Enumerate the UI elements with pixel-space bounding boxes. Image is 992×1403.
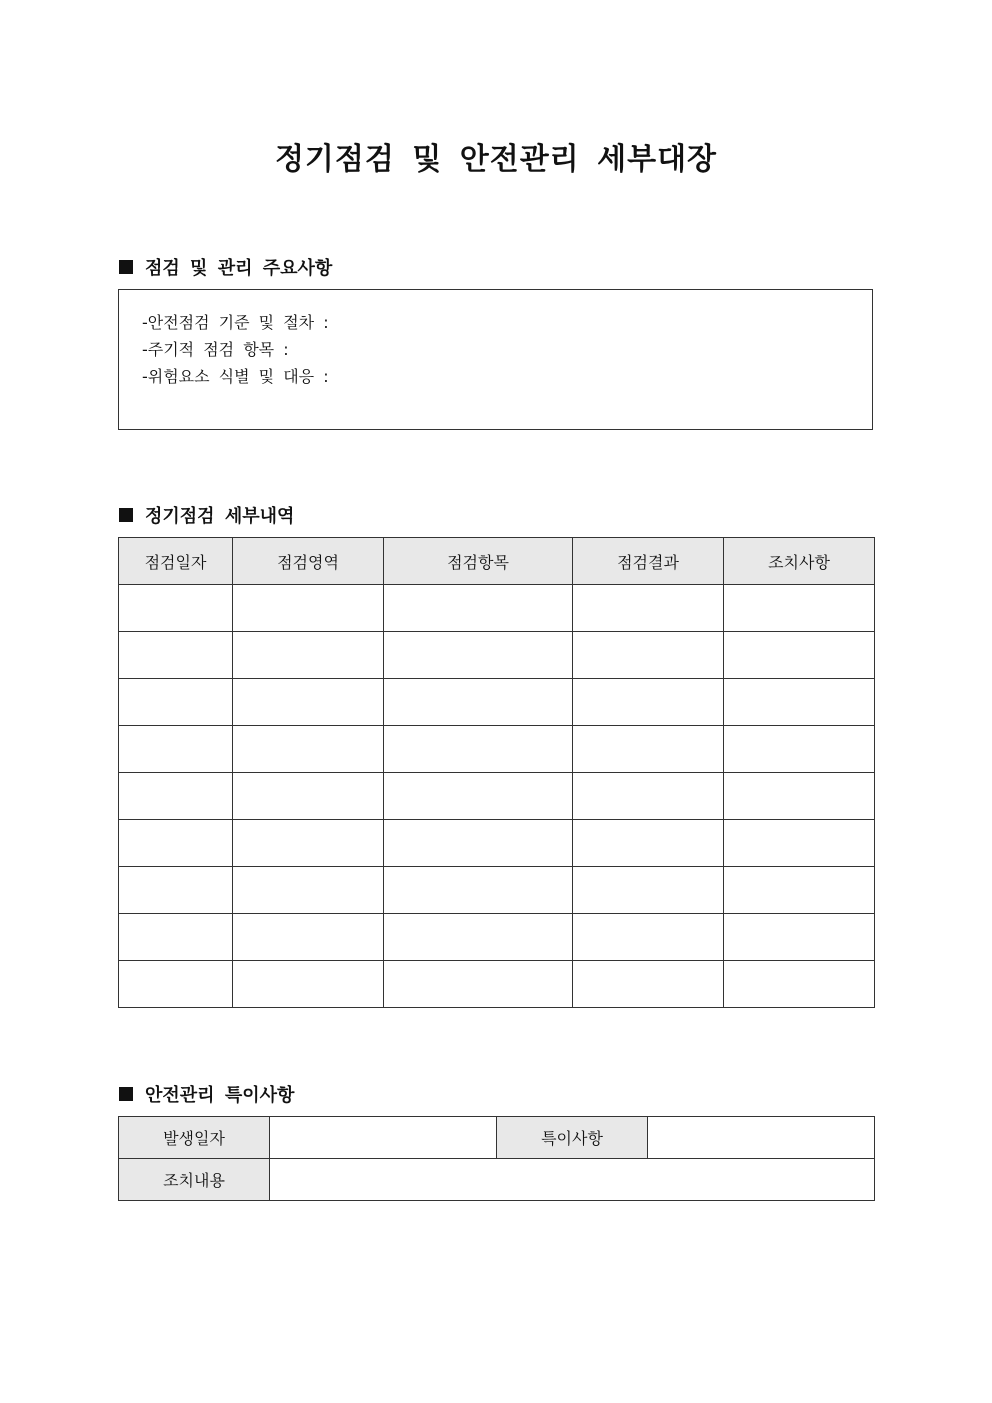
table-cell[interactable]: [119, 632, 233, 679]
table-cell[interactable]: [119, 961, 233, 1008]
table-cell[interactable]: [724, 726, 875, 773]
occurrence-date-label: 발생일자: [119, 1117, 270, 1159]
table-cell[interactable]: [573, 632, 724, 679]
action-details-field[interactable]: [270, 1159, 875, 1201]
table-cell[interactable]: [724, 961, 875, 1008]
table-cell[interactable]: [119, 914, 233, 961]
table-row: [119, 585, 875, 632]
table-row: [119, 961, 875, 1008]
table-cell[interactable]: [233, 820, 384, 867]
table-cell[interactable]: [233, 961, 384, 1008]
key-items-box: [118, 289, 873, 430]
table-cell[interactable]: [119, 679, 233, 726]
table-cell[interactable]: [573, 914, 724, 961]
table-cell[interactable]: [573, 820, 724, 867]
table-cell[interactable]: [724, 585, 875, 632]
table-cell[interactable]: [233, 585, 384, 632]
table-cell[interactable]: [384, 726, 573, 773]
note-line-risk-identification: -위험요소 식별 및 대응 :: [142, 367, 329, 386]
table-row: [119, 726, 875, 773]
column-header-result: 점검결과: [573, 538, 724, 585]
table-cell[interactable]: [233, 726, 384, 773]
table-cell[interactable]: [119, 867, 233, 914]
special-notes-field[interactable]: [648, 1117, 875, 1159]
table-cell[interactable]: [724, 914, 875, 961]
section-heading-label: 점검 및 관리 주요사항: [145, 258, 333, 279]
table-cell[interactable]: [724, 773, 875, 820]
black-square-icon: [119, 508, 133, 522]
table-cell[interactable]: [384, 632, 573, 679]
section-heading-label: 정기점검 세부내역: [145, 506, 295, 527]
special-notes-table: [118, 1116, 875, 1201]
table-cell[interactable]: [233, 632, 384, 679]
black-square-icon: [119, 260, 133, 274]
table-row: [119, 679, 875, 726]
table-cell[interactable]: [233, 773, 384, 820]
table-row: [119, 1117, 875, 1159]
table-header-row: [119, 538, 875, 585]
column-header-area: 점검영역: [233, 538, 384, 585]
table-cell[interactable]: [573, 726, 724, 773]
table-cell[interactable]: [573, 585, 724, 632]
table-cell[interactable]: [724, 867, 875, 914]
section-heading-key-items: [119, 254, 332, 280]
table-cell[interactable]: [119, 585, 233, 632]
table-cell[interactable]: [384, 820, 573, 867]
table-cell[interactable]: [384, 914, 573, 961]
table-row: [119, 1159, 875, 1201]
table-row: [119, 820, 875, 867]
column-header-action: 조치사항: [724, 538, 875, 585]
table-cell[interactable]: [573, 773, 724, 820]
table-cell[interactable]: [573, 679, 724, 726]
table-cell[interactable]: [119, 726, 233, 773]
table-cell[interactable]: [724, 632, 875, 679]
table-cell[interactable]: [384, 867, 573, 914]
table-cell[interactable]: [233, 914, 384, 961]
section-heading-special-notes: [119, 1081, 294, 1107]
table-cell[interactable]: [384, 679, 573, 726]
table-row: [119, 867, 875, 914]
table-row: [119, 773, 875, 820]
special-notes-label: 특이사항: [497, 1117, 648, 1159]
table-row: [119, 914, 875, 961]
table-cell[interactable]: [573, 961, 724, 1008]
table-cell[interactable]: [384, 773, 573, 820]
page-title: 정기점검 및 안전관리 세부대장: [274, 142, 718, 177]
section-heading-inspection-details: [119, 502, 294, 528]
table-cell[interactable]: [384, 961, 573, 1008]
table-cell[interactable]: [233, 679, 384, 726]
section-heading-label: 안전관리 특이사항: [145, 1085, 295, 1106]
note-line-periodic-items: -주기적 점검 항목 :: [142, 340, 289, 359]
table-cell[interactable]: [119, 773, 233, 820]
table-cell[interactable]: [384, 585, 573, 632]
table-row: [119, 632, 875, 679]
column-header-date: 점검일자: [119, 538, 233, 585]
table-cell[interactable]: [233, 867, 384, 914]
table-cell[interactable]: [573, 867, 724, 914]
inspection-details-table: [118, 537, 875, 1008]
occurrence-date-field[interactable]: [270, 1117, 497, 1159]
table-cell[interactable]: [119, 820, 233, 867]
column-header-item: 점검항목: [384, 538, 573, 585]
note-line-safety-criteria: -안전점검 기준 및 절차 :: [142, 313, 329, 332]
table-cell[interactable]: [724, 679, 875, 726]
table-cell[interactable]: [724, 820, 875, 867]
action-details-label: 조치내용: [119, 1159, 270, 1201]
black-square-icon: [119, 1087, 133, 1101]
